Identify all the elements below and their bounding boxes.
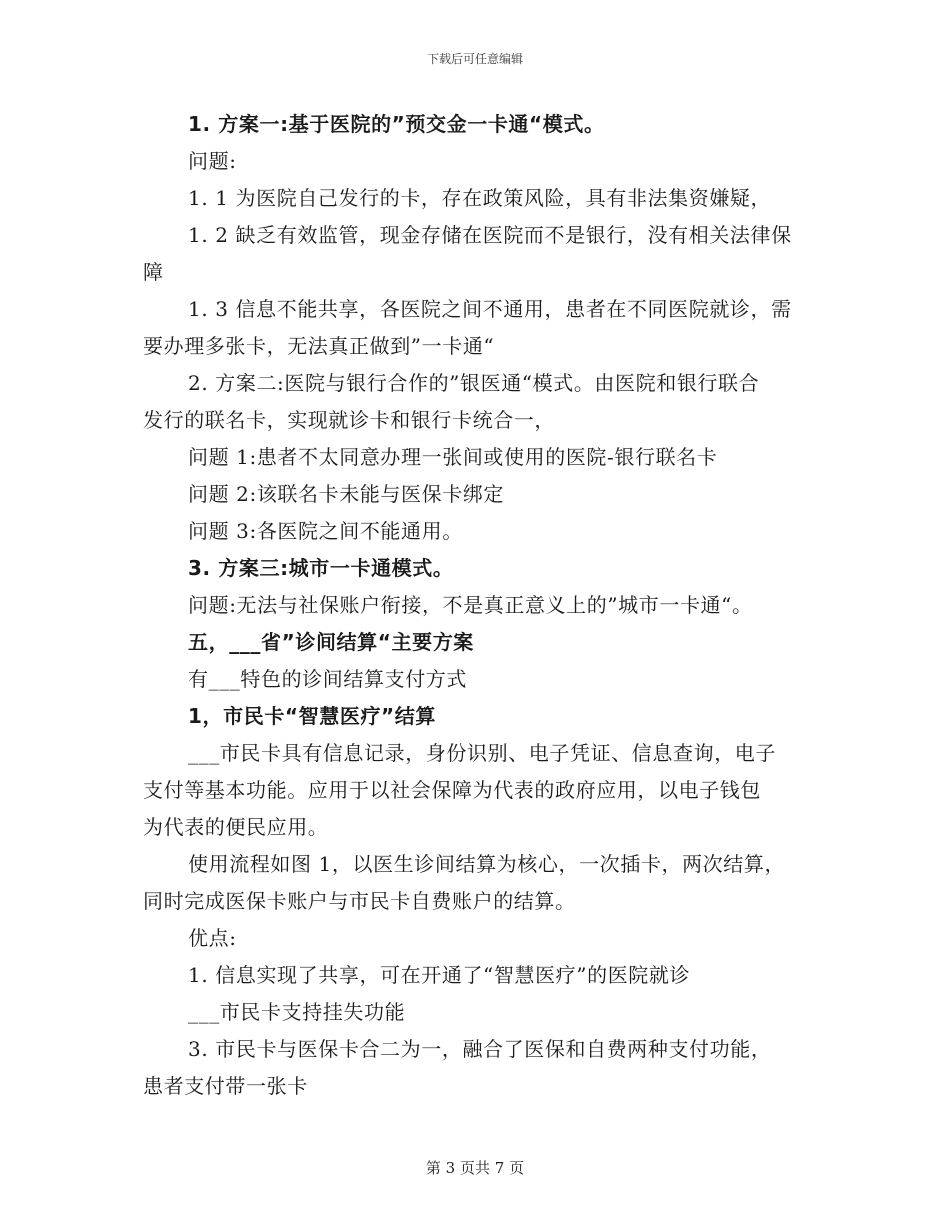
paragraph-line: 要办理多张卡，无法真正做到”一卡通“ xyxy=(143,334,495,358)
paragraph-line: 发行的联名卡，实现就诊卡和银行卡统合一， xyxy=(143,408,555,432)
paragraph-line: ___市民卡支持挂失功能 xyxy=(188,1000,406,1024)
page-header: 下载后可任意编辑 xyxy=(426,52,523,66)
paragraph-line: 1. 3 信息不能共享，各医院之间不通用，患者在不同医院就诊，需 xyxy=(188,297,792,321)
paragraph-line: 问题: xyxy=(188,149,237,173)
paragraph-line: 2. 方案二:医院与银行合作的”银医通“模式。由医院和银行联合 xyxy=(188,371,760,395)
paragraph-line: 障 xyxy=(143,260,164,284)
paragraph-line: 同时完成医保卡账户与市民卡自费账户的结算。 xyxy=(143,889,576,913)
paragraph-line: 优点: xyxy=(188,926,237,950)
paragraph-line: 问题 2:该联名卡未能与医保卡绑定 xyxy=(188,482,505,506)
paragraph-line: 1. 1 为医院自己发行的卡，存在政策风险，具有非法集资嫌疑， xyxy=(188,186,772,210)
paragraph-line: 问题 3:各医院之间不能通用。 xyxy=(188,519,463,543)
document-body xyxy=(143,106,808,1105)
paragraph-line: ___市民卡具有信息记录，身份识别、电子凭证、信息查询，电子 xyxy=(188,741,776,765)
paragraph-line: 患者支付带一张卡 xyxy=(143,1074,308,1098)
paragraph-line: 问题:无法与社保账户衔接，不是真正意义上的”城市一卡通“。 xyxy=(188,593,753,617)
paragraph-line: 3. 市民卡与医保卡合二为一，融合了医保和自费两种支付功能， xyxy=(188,1037,772,1061)
paragraph-line: 问题 1:患者不太同意办理一张间或使用的医院-银行联名卡 xyxy=(188,445,718,469)
paragraph-line: 为代表的便民应用。 xyxy=(143,815,329,839)
heading-section-five: 五，___省”诊间结算“主要方案 xyxy=(188,630,474,654)
paragraph-line: 有___特色的诊间结算支付方式 xyxy=(188,667,467,691)
paragraph-line: 1. 信息实现了共享，可在开通了“智慧医疗”的医院就诊 xyxy=(188,963,691,987)
heading-citizen-card: 1，市民卡“智慧医疗”结算 xyxy=(188,704,437,728)
paragraph-line: 1. 2 缺乏有效监管，现金存储在医院而不是银行，没有相关法律保 xyxy=(188,223,792,247)
page-footer: 第 3 页共 7 页 xyxy=(425,1159,525,1177)
heading-plan-three: 3. 方案三:城市一卡通模式。 xyxy=(188,556,454,580)
paragraph-line: 支付等基本功能。应用于以社会保障为代表的政府应用，以电子钱包 xyxy=(143,778,761,802)
heading-plan-one: 1. 方案一:基于医院的”预交金一卡通“模式。 xyxy=(188,112,605,136)
paragraph-line: 使用流程如图 1，以医生诊间结算为核心，一次插卡，两次结算， xyxy=(188,852,786,876)
